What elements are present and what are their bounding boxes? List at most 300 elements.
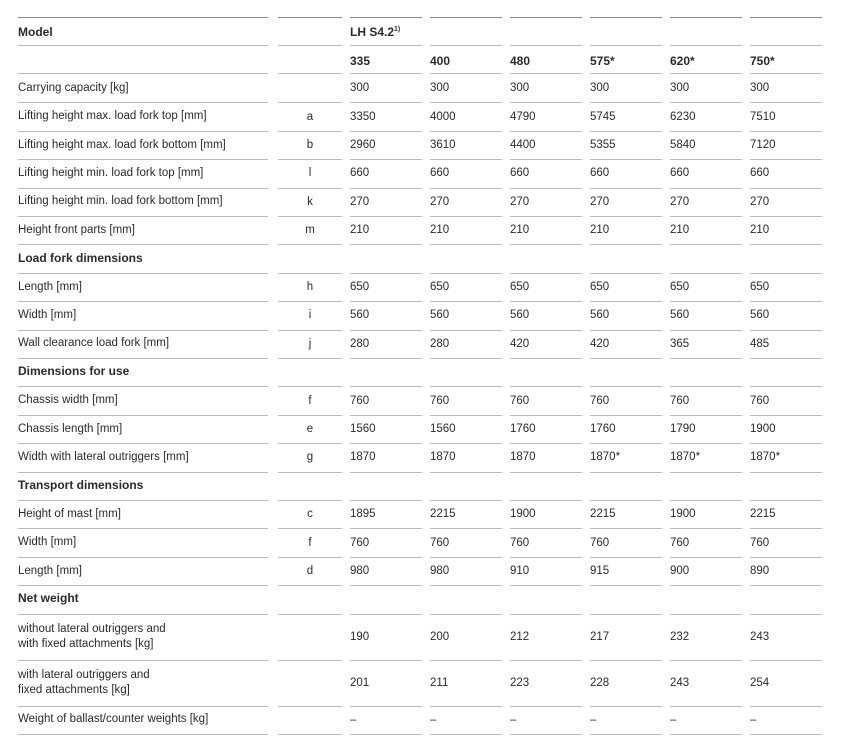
row-divider [278, 73, 342, 74]
row-divider [590, 131, 662, 132]
table-cell-value: 650 [670, 281, 690, 293]
table-cell-value: 217 [590, 630, 610, 643]
row-divider [430, 734, 502, 735]
table-cell-value: – [510, 713, 517, 726]
table-cell-value: 212 [510, 630, 530, 643]
row-divider [278, 614, 342, 615]
row-label: Chassis width [mm] [18, 394, 118, 407]
row-divider [350, 415, 422, 416]
row-divider [18, 500, 268, 501]
row-divider [18, 216, 268, 217]
row-divider [750, 443, 822, 444]
row-divider [350, 585, 422, 586]
row-divider [510, 131, 582, 132]
variant-header: 400 [430, 54, 451, 68]
row-symbol: c [307, 508, 313, 521]
row-divider [350, 472, 422, 473]
row-divider [670, 734, 742, 735]
row-divider [750, 472, 822, 473]
row-divider [670, 557, 742, 558]
row-divider [750, 660, 822, 661]
row-divider [430, 216, 502, 217]
table-cell-value: 270 [510, 195, 530, 208]
table-cell-value: 300 [670, 82, 690, 95]
row-divider [750, 301, 822, 302]
row-divider [278, 273, 342, 274]
row-symbol: l [308, 167, 312, 180]
table-cell-value: 560 [590, 309, 610, 322]
row-divider [350, 273, 422, 274]
row-divider [430, 585, 502, 586]
table-cell-value: 1760 [590, 423, 616, 435]
row-divider [510, 244, 582, 245]
row-divider [18, 386, 268, 387]
row-symbol: f [308, 394, 312, 407]
table-cell-value: 420 [590, 337, 610, 350]
row-divider [590, 45, 662, 46]
row-label: Chassis length [mm] [18, 422, 123, 435]
table-cell-value: 1900 [670, 508, 696, 521]
table-cell-value: 1870 [430, 451, 456, 464]
row-divider [510, 585, 582, 586]
row-divider [510, 734, 582, 735]
table-cell-value: 2960 [350, 139, 376, 151]
row-symbol: e [306, 423, 314, 435]
section-heading: Dimensions for use [18, 364, 130, 379]
table-cell-value: 660 [430, 167, 450, 180]
row-divider [750, 386, 822, 387]
row-divider [18, 131, 268, 132]
table-cell-value: 910 [510, 565, 530, 577]
table-cell-value: 1790 [670, 423, 696, 435]
row-divider [670, 585, 742, 586]
table-cell-value: 232 [670, 630, 690, 643]
table-cell-value: 1900 [750, 423, 776, 435]
row-divider [430, 528, 502, 529]
row-divider [670, 614, 742, 615]
row-symbol: b [306, 139, 314, 151]
row-divider [510, 45, 582, 46]
section-heading: Transport dimensions [18, 477, 144, 492]
table-cell-value: 210 [350, 224, 370, 237]
table-cell-value: 7120 [750, 139, 776, 151]
row-divider [278, 131, 342, 132]
row-divider [590, 17, 662, 18]
table-cell-value: – [590, 713, 597, 726]
row-divider [670, 358, 742, 359]
row-divider [510, 73, 582, 74]
row-divider [278, 528, 342, 529]
row-divider [510, 472, 582, 473]
row-divider [750, 358, 822, 359]
row-divider [590, 301, 662, 302]
table-cell-value: 280 [430, 337, 450, 350]
table-cell-value: 270 [590, 195, 610, 208]
row-divider [18, 585, 268, 586]
row-divider [18, 159, 268, 160]
row-divider [750, 216, 822, 217]
row-divider [590, 614, 662, 615]
row-divider [590, 273, 662, 274]
row-divider [278, 386, 342, 387]
table-cell-value: 1870* [670, 451, 701, 464]
row-divider [430, 557, 502, 558]
row-divider [670, 244, 742, 245]
row-divider [510, 301, 582, 302]
row-divider [510, 660, 582, 661]
row-divider [590, 734, 662, 735]
table-cell-value: 300 [590, 82, 610, 95]
row-divider [590, 660, 662, 661]
row-divider [590, 244, 662, 245]
row-divider [350, 244, 422, 245]
row-divider [670, 443, 742, 444]
row-divider [670, 528, 742, 529]
row-label: Lifting height min. load fork bottom [mm] [18, 195, 223, 208]
row-divider [750, 45, 822, 46]
row-divider [750, 188, 822, 189]
row-divider [670, 472, 742, 473]
table-cell-value: 560 [670, 309, 690, 322]
row-divider [18, 472, 268, 473]
table-cell-value: 650 [430, 281, 450, 293]
row-divider [590, 188, 662, 189]
row-divider [278, 585, 342, 586]
table-cell-value: 980 [430, 565, 450, 577]
row-divider [510, 443, 582, 444]
table-cell-value: – [750, 713, 757, 726]
row-divider [350, 557, 422, 558]
row-divider [278, 244, 342, 245]
table-cell-value: 365 [670, 337, 690, 350]
row-divider [750, 102, 822, 103]
row-symbol: i [308, 309, 312, 322]
row-divider [278, 706, 342, 707]
table-cell-value: 660 [510, 167, 530, 180]
row-divider [18, 73, 268, 74]
table-cell-value: 650 [350, 281, 370, 293]
table-cell-value: 560 [350, 309, 370, 322]
row-divider [590, 528, 662, 529]
table-cell-value: 243 [750, 630, 770, 643]
row-divider [510, 415, 582, 416]
row-divider [18, 660, 268, 661]
table-cell-value: 210 [430, 224, 450, 237]
row-divider [350, 528, 422, 529]
row-symbol: g [306, 451, 314, 464]
table-cell-value: 760 [670, 394, 690, 407]
table-cell-value: – [670, 713, 677, 726]
table-cell-value: 2215 [430, 508, 456, 521]
row-divider [510, 159, 582, 160]
row-divider [350, 358, 422, 359]
row-divider [350, 73, 422, 74]
row-divider [350, 159, 422, 160]
table-cell-value: 1895 [350, 508, 376, 521]
table-cell-value: 211 [430, 676, 449, 689]
row-divider [278, 17, 342, 18]
table-cell-value: 760 [350, 536, 370, 549]
row-divider [670, 73, 742, 74]
row-divider [278, 330, 342, 331]
row-divider [278, 301, 342, 302]
model-label: Model [18, 25, 53, 39]
row-divider [350, 386, 422, 387]
row-label: Weight of ballast/counter weights [kg] [18, 713, 209, 726]
row-label: Length [mm] [18, 280, 82, 293]
table-cell-value: 915 [590, 565, 610, 577]
row-label: Wall clearance load fork [mm] [18, 337, 170, 350]
row-divider [18, 17, 268, 18]
table-cell-value: 3610 [430, 139, 456, 151]
table-cell-value: 560 [430, 309, 450, 322]
row-label: Lifting height min. load fork top [mm] [18, 166, 204, 179]
row-divider [670, 415, 742, 416]
row-divider [670, 188, 742, 189]
table-cell-value: 1560 [430, 423, 456, 435]
table-cell-value: 760 [750, 394, 770, 407]
row-divider [278, 660, 342, 661]
row-divider [18, 443, 268, 444]
row-divider [278, 500, 342, 501]
section-heading: Net weight [18, 591, 79, 606]
row-divider [670, 17, 742, 18]
row-divider [18, 301, 268, 302]
row-divider [670, 216, 742, 217]
table-cell-value: 2215 [750, 508, 776, 521]
row-divider [430, 301, 502, 302]
row-divider [18, 415, 268, 416]
row-symbol: a [306, 110, 314, 123]
table-cell-value: 1870* [750, 451, 781, 464]
table-cell-value: 760 [750, 536, 770, 549]
table-cell-value: 3350 [350, 110, 376, 123]
row-divider [18, 614, 268, 615]
row-divider [670, 386, 742, 387]
row-divider [430, 472, 502, 473]
row-divider [430, 415, 502, 416]
row-divider [430, 244, 502, 245]
table-cell-value: 900 [670, 565, 690, 577]
row-divider [750, 528, 822, 529]
table-cell-value: 200 [430, 630, 450, 643]
table-cell-value: 760 [350, 394, 370, 407]
table-cell-value: 300 [750, 82, 770, 95]
table-cell-value: 760 [510, 394, 530, 407]
row-divider [750, 734, 822, 735]
row-divider [510, 358, 582, 359]
row-divider [670, 706, 742, 707]
model-name [350, 25, 400, 39]
row-divider [590, 386, 662, 387]
row-symbol: m [305, 224, 315, 237]
row-divider [18, 358, 268, 359]
table-cell-value: 270 [430, 195, 450, 208]
variant-header: 620* [670, 54, 695, 68]
row-divider [590, 500, 662, 501]
row-divider [430, 188, 502, 189]
table-cell-value: 243 [670, 676, 690, 689]
row-divider [18, 528, 268, 529]
row-symbol: d [306, 565, 314, 577]
row-divider [750, 131, 822, 132]
row-divider [430, 159, 502, 160]
row-divider [670, 273, 742, 274]
table-cell-value: 270 [670, 195, 690, 208]
table-cell-value: 980 [350, 565, 370, 577]
variant-header: 750* [750, 54, 775, 68]
row-divider [670, 102, 742, 103]
row-divider [18, 188, 268, 189]
table-cell-value: 650 [590, 281, 610, 293]
row-divider [510, 500, 582, 501]
row-divider [278, 472, 342, 473]
row-divider [350, 706, 422, 707]
row-label: Length [mm] [18, 564, 82, 577]
row-divider [430, 330, 502, 331]
table-cell-value: 280 [350, 337, 370, 350]
row-divider [278, 443, 342, 444]
table-cell-value: 210 [510, 224, 530, 237]
row-divider [590, 472, 662, 473]
row-label: Lifting height max. load fork bottom [mm] [18, 138, 226, 151]
row-label: Height front parts [mm] [18, 223, 135, 236]
row-label: Width [mm] [18, 536, 77, 549]
row-divider [590, 216, 662, 217]
table-cell-value: 560 [750, 309, 770, 322]
row-divider [430, 102, 502, 103]
row-divider [430, 706, 502, 707]
row-divider [18, 244, 268, 245]
table-cell-value: 2215 [590, 508, 616, 521]
row-divider [590, 102, 662, 103]
variant-header: 575* [590, 54, 615, 68]
table-cell-value: 1900 [510, 508, 536, 521]
table-cell-value: 560 [510, 309, 530, 322]
row-divider [278, 216, 342, 217]
row-divider [430, 386, 502, 387]
row-divider [590, 73, 662, 74]
row-divider [510, 330, 582, 331]
row-divider [510, 273, 582, 274]
row-divider [430, 131, 502, 132]
row-divider [430, 500, 502, 501]
row-divider [430, 358, 502, 359]
variant-header: 480 [510, 54, 531, 68]
table-cell-value: 660 [750, 167, 770, 180]
table-cell-value: 650 [510, 281, 530, 293]
row-divider [590, 159, 662, 160]
row-divider [278, 415, 342, 416]
table-cell-value: 1560 [350, 423, 376, 435]
row-label: Width [mm] [18, 308, 77, 321]
table-cell-value: 210 [590, 224, 610, 237]
table-cell-value: 1870 [510, 451, 536, 464]
row-divider [350, 330, 422, 331]
row-divider [670, 660, 742, 661]
row-label: Height of mast [mm] [18, 507, 121, 520]
row-divider [278, 45, 342, 46]
table-cell-value: 7510 [750, 110, 776, 123]
row-divider [670, 159, 742, 160]
row-divider [350, 17, 422, 18]
table-cell-value: 890 [750, 565, 770, 577]
row-divider [670, 330, 742, 331]
row-divider [750, 244, 822, 245]
table-cell-value: 270 [350, 195, 370, 208]
row-divider [430, 660, 502, 661]
table-cell-value: 760 [430, 394, 450, 407]
row-divider [750, 73, 822, 74]
row-divider [18, 557, 268, 558]
row-divider [350, 216, 422, 217]
table-cell-value: – [430, 713, 437, 726]
row-divider [430, 443, 502, 444]
table-cell-value: 760 [590, 536, 610, 549]
row-divider [590, 706, 662, 707]
row-divider [750, 585, 822, 586]
row-label: with fixed attachments [kg] [18, 637, 154, 650]
row-divider [510, 557, 582, 558]
row-divider [590, 415, 662, 416]
row-label: fixed attachments [kg] [18, 683, 130, 696]
row-divider [430, 614, 502, 615]
row-divider [278, 358, 342, 359]
table-cell-value: 5355 [590, 139, 616, 151]
variant-header: 335 [350, 54, 371, 68]
table-cell-value: 6230 [670, 110, 696, 123]
row-divider [350, 614, 422, 615]
row-divider [278, 159, 342, 160]
row-label: Carrying capacity [kg] [18, 81, 129, 94]
row-divider [510, 386, 582, 387]
row-divider [430, 17, 502, 18]
table-cell-value: 223 [510, 676, 530, 689]
row-divider [430, 45, 502, 46]
row-divider [750, 17, 822, 18]
row-divider [430, 273, 502, 274]
row-divider [430, 73, 502, 74]
table-cell-value: 4790 [510, 110, 536, 123]
table-cell-value: 760 [430, 536, 450, 549]
row-divider [278, 734, 342, 735]
row-divider [510, 102, 582, 103]
row-symbol: j [308, 337, 312, 350]
table-cell-value: 660 [590, 167, 610, 180]
table-cell-value: 650 [750, 281, 770, 293]
table-cell-value: 228 [590, 676, 610, 689]
row-divider [18, 706, 268, 707]
table-cell-value: 254 [750, 676, 770, 689]
table-cell-value: 4400 [510, 139, 536, 151]
row-divider [350, 734, 422, 735]
row-divider [350, 102, 422, 103]
row-divider [18, 102, 268, 103]
table-cell-value: 300 [350, 82, 370, 95]
table-cell-value: 5840 [670, 139, 696, 151]
row-divider [670, 131, 742, 132]
table-cell-value: 420 [510, 337, 530, 350]
row-divider [278, 188, 342, 189]
row-label: Width with lateral outriggers [mm] [18, 450, 189, 463]
row-divider [750, 557, 822, 558]
section-heading: Load fork dimensions [18, 250, 143, 265]
table-cell-value: 485 [750, 337, 770, 350]
row-divider [750, 330, 822, 331]
row-label: Lifting height max. load fork top [mm] [18, 110, 207, 123]
table-cell-value: 300 [430, 82, 450, 95]
row-divider [750, 273, 822, 274]
